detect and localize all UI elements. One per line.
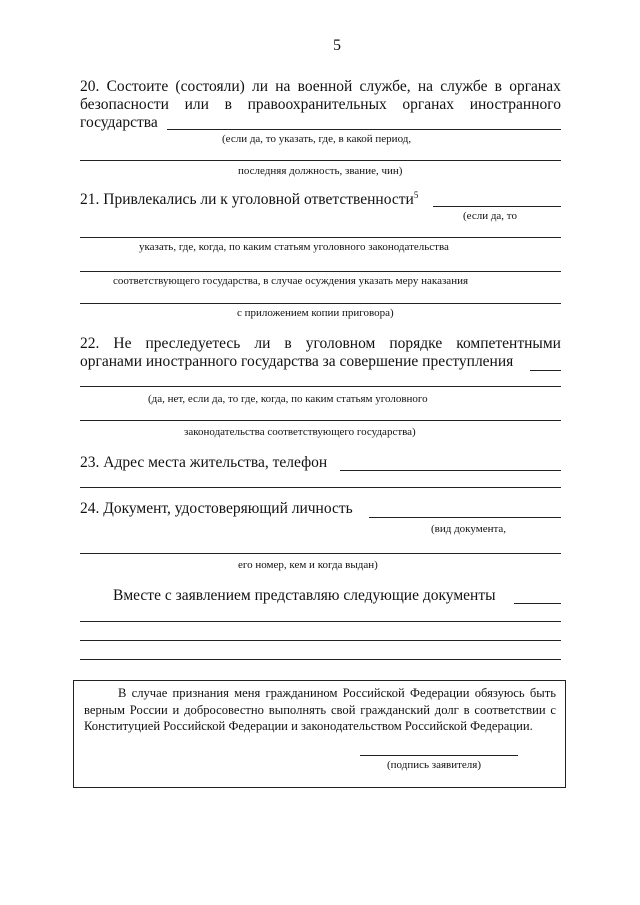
q20-line1 [80,78,561,96]
q21-hint-1: (если да, то [463,210,517,222]
q20-line3: государства [80,114,158,131]
q22-answer-line-3[interactable] [80,420,561,421]
q21-answer-line-3[interactable] [80,271,561,272]
q22-w3: ли [254,335,271,352]
obligation-text: В случае признания меня гражданином Российской Федерации обязуюсь быть верным России и добросовестно выполнять свой гражданский долг в соответствии с Конституцией Российской Федерации и законодательством Российской Федерации. [84,686,556,733]
documents-answer-line-2[interactable] [80,621,561,622]
q22-hint-1: (да, нет, если да, то где, когда, по каким статьям уголовного [148,393,428,405]
q24-answer-line-1[interactable] [369,517,561,518]
q20-w5: военной [297,78,353,95]
q24-hint-2: его номер, кем и когда выдан) [238,559,378,571]
documents-answer-line-1[interactable] [514,603,561,604]
q23-text: 23. Адрес места жительства, телефон [80,454,328,471]
q24-text: 24. Документ, удостоверяющий личность [80,500,353,517]
q23-answer-line-2[interactable] [80,487,561,488]
q20-w0: 20. [80,78,100,95]
q20-w6: службе, [359,78,411,95]
signature-line[interactable] [360,755,518,756]
q21-hint-2: указать, где, когда, по каким статьям уголовного законодательства [139,241,449,253]
q21-text [80,190,418,209]
q23-answer-line-1[interactable] [340,470,561,471]
q21-label: 21. Привлекались ли к уголовной ответственности [80,191,414,209]
q22-w4: в [284,335,292,352]
q20-w1: Состоите [106,78,169,95]
documents-answer-line-3[interactable] [80,640,561,641]
q22-line1 [80,335,561,353]
q22-hint-2: законодательства соответствующего государства) [184,426,416,438]
q22-w0: 22. [80,335,100,352]
q20-l2-w4: органах [402,96,455,113]
signature-caption: (подпись заявителя) [387,759,482,771]
q20-line2 [80,96,561,114]
q20-w10: органах [509,78,561,95]
q22-answer-line-2[interactable] [80,386,561,387]
q24-answer-line-2[interactable] [80,553,561,554]
footnote-marker: 5 [413,190,419,200]
q20-w3: ли [252,78,269,95]
q22-w6: порядке [389,335,443,352]
q20-answer-line-2[interactable] [80,160,561,161]
q22-w2: преследуетесь [145,335,241,352]
q20-w2: (состояли) [175,78,245,95]
q20-l2-w5: иностранного [469,96,561,113]
q24-hint-1: (вид документа, [431,523,507,535]
q20-l2-w2: в [224,96,232,113]
q22-w1: Не [113,335,132,352]
q20-hint-2: последняя должность, звание, чин) [238,165,403,177]
q20-w4: на [275,78,291,95]
q20-l2-w1: или [184,96,209,113]
q20-hint-1: (если да, то указать, где, в какой период, [222,133,412,145]
q22-w5: уголовном [305,335,376,352]
q22-w7: компетентными [456,335,561,352]
q20-w9: в [494,78,502,95]
q22-answer-line-1[interactable] [530,370,561,371]
q20-l2-w3: правоохранительных [247,96,387,113]
obligation-box [73,680,566,788]
q21-hint-4: с приложением копии приговора) [237,307,394,319]
q21-hint-3: соответствующего государства, в случае осуждения указать меру наказания [113,275,469,287]
q20-answer-line-1[interactable] [167,129,561,130]
q20-w8: службе [440,78,488,95]
page-number: 5 [333,37,341,54]
q22-line2: органами иностранного государства за совершение преступления [80,353,514,370]
q21-answer-line-4[interactable] [80,303,561,304]
q21-answer-line-1[interactable] [433,206,561,207]
q21-answer-line-2[interactable] [80,237,561,238]
q20-l2-w0: безопасности [80,96,169,113]
documents-answer-line-4[interactable] [80,659,561,660]
documents-text: Вместе с заявлением представляю следующие документы [113,587,496,604]
q20-w7: на [417,78,434,95]
